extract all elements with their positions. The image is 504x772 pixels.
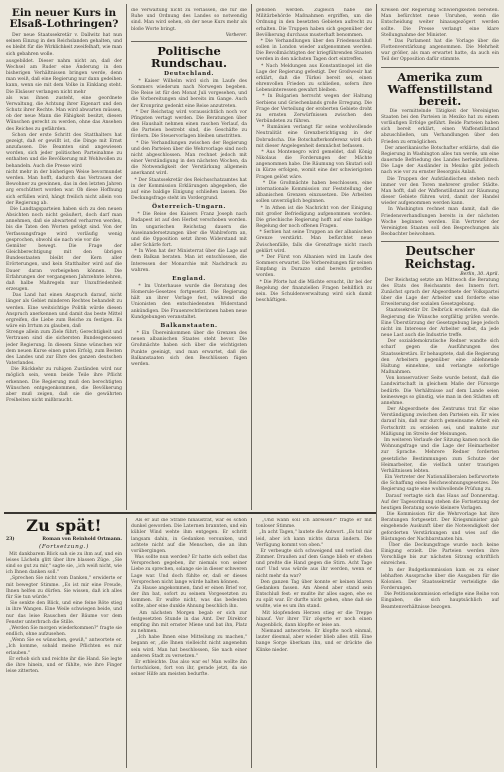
- column-rundschau-continued: [256, 8, 372, 508]
- column-feuilleton-3: [256, 518, 372, 768]
- article-body-rundschau-continued: gehoben werden. Zugleich habe die Militärbehörde Maßnahmen ergriffen, um die Ordnung in den besetzten Gebieten aufrecht zu erhalten. Die Truppen haben sich gegenüber der Bevölkerung durchaus musterhaft benommen. * Die Verhandlungen über den Friedensschluß sollen in London wieder aufgenommen werden. Die Bevollmächtigten der kriegführenden Staaten werden in den nächsten Tagen dort eintreffen. * Nach Meldungen aus Konstantinopel ist die Lage der Regierung gefestigt. Der Großwesir hat erklärt, daß die Türkei bereit sei, einen ehrenvollen Frieden zu schließen, sofern ihre Lebensinteressen gewahrt bleiben. * In Bulgarien herrscht wegen der Haltung Serbiens und Griechenlands große Erregung. Die Frage der Verteilung der eroberten Gebiete droht zu ernsten Zerwürfnissen zwischen den Verbündeten zu führen. * Rumänien verlangt für seine wohlwollende Neutralität eine Grenzberichtigung in der Dobrudscha. Die Botschafterkonferenz wird sich mit dieser Angelegenheit demnächst befassen. * Aus Montenegro wird gemeldet, daß König Nikolaus die Forderungen der Mächte angenommen habe. Die Räumung von Skutari soll in Kürze erfolgen, womit eine der schwierigsten Fragen gelöst wäre. * Die Großmächte haben beschlossen, eine internationale Kommission zur Feststellung der albanischen Grenzen einzusetzen. Die Arbeiten sollen unverzüglich beginnen. * In Athen ist die Nachricht von der Einigung mit großer Befriedigung aufgenommen worden. Die griechische Regierung hofft auf eine baldige Regelung der noch offenen Fragen. * Serbien hat seine Truppen an der albanischen Grenze verstärkt. Man befürchtet neue Zwischenfälle, falls die Grenzfrage nicht rasch geklärt wird. * Der Fürst von Albanien wird im Laufe des Sommers erwartet. Die Vorbereitungen für seinen Empfang in Durazzo sind bereits getroffen worden. * Die Pforte hat die Mächte ersucht, ihr bei der Regelung der finanziellen Fragen behilflich zu sein. Die Schuldenverwaltung wird sich damit beschäftigen.: [256, 8, 372, 304]
- column-rule: [376, 4, 377, 768]
- section-heading: Österreich-Ungarn.: [152, 204, 226, 211]
- feuilleton-byline: Roman von Reinhold Ortmann.: [42, 536, 122, 542]
- column-rundschau: [131, 8, 247, 508]
- section-heading: Deutschland.: [163, 70, 215, 77]
- column-elsass: [6, 8, 122, 508]
- article-body-rundschau-en: * Im Unterhause wurde die Beratung des Homerule-Gesetzes fortgesetzt. Die Regierung hält an ihrer Vorlage fest, während die Unionisten den entschiedensten Widerstand ankündigen. Die Frauenrechtlerinnen haben neue Kundgebungen veranstaltet.: [131, 283, 247, 320]
- section-heading: Balkanstaaten.: [160, 323, 218, 329]
- feuilleton-body-1: Mit dankbarem Blick sah sie zu ihm auf, und ein leises Lächeln glitt über ihre blassen Züge. „Sie sind so gut zu mir," sagte sie, „ich weiß nicht, wie ich Ihnen danken soll." „Sprechen Sie nicht vom Danken," erwiderte er mit bewegter Stimme. „Es ist mir eine Freude, Ihnen helfen zu dürfen. Sie wissen, daß ich alles für Sie tun würde." Sie senkte den Blick, und eine feine Röte stieg in ihre Wangen. Eine Weile schwiegen beide, und nur das leise Rauschen der Bäume vor dem Fenster unterbrach die Stille. „Werden Sie morgen wiederkommen?" fragte sie endlich, ohne aufzusehen. „Wenn Sie es wünschen, gewiß," antwortete er. „Ich komme, sobald meine Pflichten es mir erlauben." Er erhob sich und reichte ihr die Hand. Sie legte die ihre hinein, und er fühlte, wie ihre Finger leise zitterten.: [6, 551, 122, 675]
- section-heading: England.: [172, 275, 206, 282]
- column-rule: [126, 4, 127, 510]
- column-rule: [251, 518, 252, 768]
- column-feuilleton-2: [131, 518, 247, 768]
- article-title-amerika: Amerika zum Waffenstillstand bereit.: [387, 69, 493, 108]
- section-divider: [131, 41, 247, 42]
- article-body-reichstag: Der Reichstag setzte am Mittwoch die Beratung des Etats des Reichsamts des Innern fort. Zunächst sprach der Abgeordnete der Volkspartei über die Lage der Arbeiter und forderte eine Erweiterung der sozialen Gesetzgebung. Staatssekretär Dr. Delbrück erwiderte, daß die Regierung die Wünsche sorgfältig prüfen werde. Eine Überstürzung der Gesetzgebung liege jedoch nicht im Interesse der Arbeiter selbst, da jede neue Last auch die Industrie treffe. Der sozialdemokratische Redner wandte sich scharf gegen die Ausführungen des Staatssekretärs. Er behauptete, daß die Regierung den Arbeitern gegenüber eine ablehnende Haltung einnehme, und verlangte sofortige Maßnahmen. Von konservativer Seite wurde betont, daß die Landwirtschaft in gleichem Maße der Fürsorge bedürfe. Die Verhältnisse auf dem Lande seien keineswegs so günstig, wie man in den Städten oft annehme. Der Abgeordnete des Zentrums trat für eine Verständigung zwischen den Parteien ein. Er wies darauf hin, daß nur durch gemeinsame Arbeit ein Fortschritt zu erzielen sei, und mahnte zur Mäßigung im Streite der Meinungen. Im weiteren Verlaufe der Sitzung kamen noch die Wohnungsfrage und die Lage der Heimarbeiter zur Sprache. Mehrere Redner forderten gesetzliche Bestimmungen zum Schutze der Heimarbeiter, die vielfach unter traurigen Verhältnissen lebten. Ein Vertreter der Nationalliberalen befürwortete die Schaffung eines Reichswohnungsgesetzes. Die Regierung sagte eine wohlwollende Prüfung zu. Darauf vertagte sich das Haus auf Donnerstag. Auf der Tagesordnung stehen die Fortsetzung der heutigen Beratung sowie kleinere Vorlagen. Die Kommission für die Wehrvorlage hat ihre Beratungen fortgesetzt. Der Kriegsminister gab eingehende Auskunft über die Notwendigkeit der geforderten Verstärkungen und wies auf die Rüstungen der Nachbarstaaten hin. Über die Deckungsfrage wurde noch keine Einigung erzielt. Die Parteien werden ihre Vorschläge bis zur nächsten Sitzung schriftlich einreichen. In der Budgetkommission kam es zu einer lebhaften Aussprache über die Ausgaben für die Kolonien. Der Staatssekretär verteidigte die Forderungen. Die Petitionskommission erledigte eine Reihe von Eingaben, die sich hauptsächlich auf Beamtenverhältnisse bezogen.: [381, 277, 499, 610]
- article-body-rundschau-balkan: * Ein Übereinkommen über die Grenzen des neuen albanischen Staates steht bevor. Die Großmächte haben sich über die wichtigsten Punkte geeinigt, und man erwartet, daß die Balkanstaaten sich den Beschlüssen fügen werden.: [131, 331, 247, 367]
- article-dateline: Berlin, 30. April.: [460, 271, 499, 277]
- article-body-rundschau-at: * Die Reise des Kaisers Franz Joseph nach Budapest ist auf den Herbst verschoben worden. Im ungarischen Reichstag dauern die Auseinandersetzungen über die Wahlreform an, und die Opposition setzt ihren Widerstand mit aller Schärfe fort. * In Wien hat der Ministerrat über die Lage auf dem Balkan beraten. Man ist entschlossen, die Interessen der Monarchie mit Nachdruck zu wahren.: [131, 212, 247, 273]
- article-body-rundschau-de: * Kaiser Wilhelm wird sich im Laufe des Sommers wiederum nach Norwegen begeben. Die Reise ist für den Monat Juli vorgesehen, und die Vorbereitungen sind bereits im Gange. Auch der Kronprinz gedenkt eine Reise anzutreten. * Der Reichstag wird voraussichtlich noch vor Pfingsten vertagt werden. Die Beratungen über den Haushalt nehmen einen raschen Verlauf, da die Parteien bestrebt sind, die Geschäfte zu fördern. Die Steuervorlagen bleiben umstritten. * Die Verhandlungen zwischen der Regierung und den Parteien über die Wehrvorlage sind noch nicht abgeschlossen. Man rechnet jedoch mit einer Verständigung in den nächsten Wochen, da die Notwendigkeit der Verstärkung allgemein anerkannt wird. * Der Staatssekretär des Reichsschatzamtes hat in der Kommission Erklärungen abgegeben, die auf eine baldige Einigung schließen lassen. Die Deckungsfrage steht im Vordergrund.: [131, 78, 247, 202]
- feuilleton-separator: [4, 512, 376, 514]
- article-title-rundschau: Politische Rundschau.: [151, 43, 227, 70]
- column-rule: [126, 518, 127, 768]
- column-rule: [251, 4, 252, 510]
- column-feuilleton-1: [6, 518, 122, 768]
- article-credit: Vorberer.: [225, 32, 247, 38]
- feuilleton-number: 23): [6, 536, 15, 542]
- article-body-col4-top: Kreisen der Regierung Schwierigkeiten bereiten. Man befürchtet neue Unruhen, wenn die Entscheidung weiter hinausgezögert werden sollte. Die Presse verlangt eine klare Stellungnahme der Minister. * Das Parlament hat die Vorlage über die Flottenverstärkung angenommen. Die Mehrheit war größer, als man erwartet hatte, da auch ein Teil der Opposition dafür stimmte.: [381, 8, 499, 63]
- feuilleton-continued: (Fortsetzung.): [38, 543, 90, 550]
- feuilleton-body-2: Als er auf die Straße hinaustrat, war es schon dunkel geworden. Die Laternen brannten, und ein kühler Wind wehte ihm entgegen. Er schritt langsam dahin, in Gedanken versunken, und achtete nicht auf die Menschen, die an ihm vorübergingen. Was sollte nun werden? Er hatte sich selbst das Versprechen gegeben, ihr niemals von seiner Liebe zu sprechen, solange sie in dieser schweren Lage war. Und doch fühlte er, daß er dieses Versprechen nicht lange würde halten können. Zu Hause angekommen, fand er einen Brief vor, der ihn bat, sofort zu seinem Vorgesetzten zu kommen. Er wußte nicht, was das bedeuten sollte, aber eine dunkle Ahnung beschlich ihn. Am nächsten Morgen begab er sich zur festgesetzten Stunde in das Amt. Der Direktor empfing ihn mit ernster Miene und bat ihn, Platz zu nehmen. „Ich habe Ihnen eine Mitteilung zu machen," begann er, „die Ihnen vielleicht nicht angenehm sein wird. Man hat beschlossen, Sie nach einer anderen Stadt zu versetzen." Er erbleichte. Das also war es! Man wollte ihn fortschicken, fort von ihr, gerade jetzt, da sie seiner Hilfe am meisten bedurfte.: [131, 518, 247, 678]
- feuilleton-body-3: „Und wann soll ich abreisen?" fragte er mit tonloser Stimme. „In acht Tagen," lautete die Antwort. „Es tut mir leid, aber ich kann nichts daran ändern. Die Verfügung kommt von oben." Er verbeugte sich schweigend und verließ das Zimmer. Draußen auf dem Gange blieb er stehen und preßte die Hand gegen die Stirn. Acht Tage nur! Und was würde aus ihr werden, wenn er nicht mehr da war? Den ganzen Tag über konnte er keinen klaren Gedanken fassen. Am Abend aber stand sein Entschluß fest: er mußte ihr alles sagen, ehe es zu spät war. Er durfte nicht gehen, ohne daß sie wußte, wie es um ihn stand. Mit klopfendem Herzen stieg er die Treppe hinauf. Vor ihrer Tür zögerte er noch einen Augenblick, dann klopfte er leise an. Niemand antwortete. Er klopfte noch einmal, lauter diesmal, aber wieder blieb alles still. Eine bange Sorge überkam ihn, und er drückte die Klinke nieder.: [256, 518, 372, 653]
- section-divider: [381, 241, 499, 242]
- section-divider: [381, 67, 499, 68]
- article-lead: Der neue Staatssekretär v. Dallwitz hat nun seinen Einzug in den Reichslanden gehalten, und es bleibt für die Wirklichkeit zweifelhaft, wie man sich gebahren wolle.: [6, 33, 122, 57]
- article-body-elsass-continued: die Verwaltung nicht zu verlassen, die für die Ruhe und Ordnung des Landes so notwendig sind. Man wird sehen, ob der neue Kurs mehr als bloße Worte bringt.: [131, 8, 247, 32]
- article-body-amerika: Die vermittelnde Tätigkeit der Vereinigten Staaten bei den Parteien in Mexiko hat zu einem vorläufigen Erfolge geführt. Beide Parteien haben sich bereit erklärt, einen Waffenstillstand abzuschließen, um Verhandlungen über den Frieden zu ermöglichen. Der amerikanische Botschafter erklärte, daß die Regierung in Washington alles tun werde, um eine dauernde Befriedung des Landes herbeizuführen. Die Lage der Ausländer in Mexiko gibt jedoch nach wie vor zu ernster Besorgnis Anlaß. Die Truppen der Aufständischen stehen noch immer vor den Toren mehrerer großer Städte. Man hofft, daß der Waffenstillstand zur Räumung dieser Gebiete führen wird, damit der Handel wieder aufgenommen werden kann. In Washington rechnet man damit, daß die Friedensverhandlungen bereits in der nächsten Woche beginnen werden. Ein Vertreter der Vereinigten Staaten soll den Besprechungen als Beobachter beiwohnen.: [381, 108, 499, 238]
- article-title-reichstag: Deutscher Reichstag.: [404, 244, 476, 271]
- column-amerika-reichstag: [381, 8, 499, 768]
- article-body-elsass: ausgebildet. Dieser nahm nicht an, daß der Wechsel am Ruder eine Änderung in den bisherigen Verhältnissen bringen werde, denn man weiß, daß eine Regierung nur dann gedeihen kann, wenn sie mit dem Volke in Einklang steht. Die Elsässer verlangen nicht mehr als was ihnen zusteht, eine geordnete Verwaltung, die Achtung ihrer Eigenart und den Schutz ihrer Rechte. Man wird abwarten müssen, ob der neue Mann die Fähigkeit besitzt, diesen Wünschen gerecht zu werden, ohne das Ansehen des Reiches zu gefährden. Schon der erste Schritt des Statthalters hat gezeigt, daß er gewillt ist, die Dinge mit Ernst anzufassen. Die Beamten sind angewiesen worden, sich jeder politischen Parteinahme zu enthalten und die Bevölkerung mit Wohlwollen zu behandeln. Auch die Presse wird nicht mehr in der bisherigen Weise bevormundet werden. Man hofft, dadurch das Vertrauen der Bewohner zu gewinnen, das in den letzten Jahren arg erschüttert worden war. Ob diese Hoffnung sich erfüllen wird, hängt freilich nicht allein von der Regierung ab. Die Landtagsparteien haben sich zu den neuen Absichten noch nicht geäußert, doch darf man annehmen, daß sie abwartend verharren werden, bis die Taten den Worten gefolgt sind. Von der Verfassungsfrage wird vorläufig wenig gesprochen, obwohl sie nach wie vor die Gemüter bewegt. Die Frage der Gleichberechtigung mit den übrigen Bundesstaaten bleibt der Kern aller Erörterungen, und kein Statthalter wird auf die Dauer daran vorbeigehen können. Die Erfahrungen der vergangenen Jahrzehnte lehren, daß halbe Maßregeln nur Unzufriedenheit erzeugen. Das Land hat einen Anspruch darauf, nicht länger als Gebiet minderen Rechtes behandelt zu werden. Eine weitsichtige Politik würde diesen Anspruch anerkennen und damit das beste Mittel ergreifen, die Liebe zum Reiche zu festigen. Es wäre ein Irrtum zu glauben, daß Strenge allein zum Ziele führt; Gerechtigkeit und Vertrauen sind die sichersten Bundesgenossen jeder Regierung. In diesem Sinne wünschen wir dem neuen Kurse einen guten Erfolg, zum Besten des Landes und zur Ehre des ganzen deutschen Vaterlandes. Die Rückkehr zu ruhigen Zuständen wird nur möglich sein, wenn beide Teile ihre Pflicht erkennen. Die Regierung muß den berechtigten Wünschen entgegenkommen, die Bevölkerung aber muß zeigen, daß sie die gewährten Freiheiten nicht mißbraucht.: [6, 58, 122, 404]
- article-title-elsass: Ein neuer Kurs in Elsaß-Lothringen?: [9, 8, 119, 31]
- feuilleton-title: Zu spät!: [26, 518, 102, 535]
